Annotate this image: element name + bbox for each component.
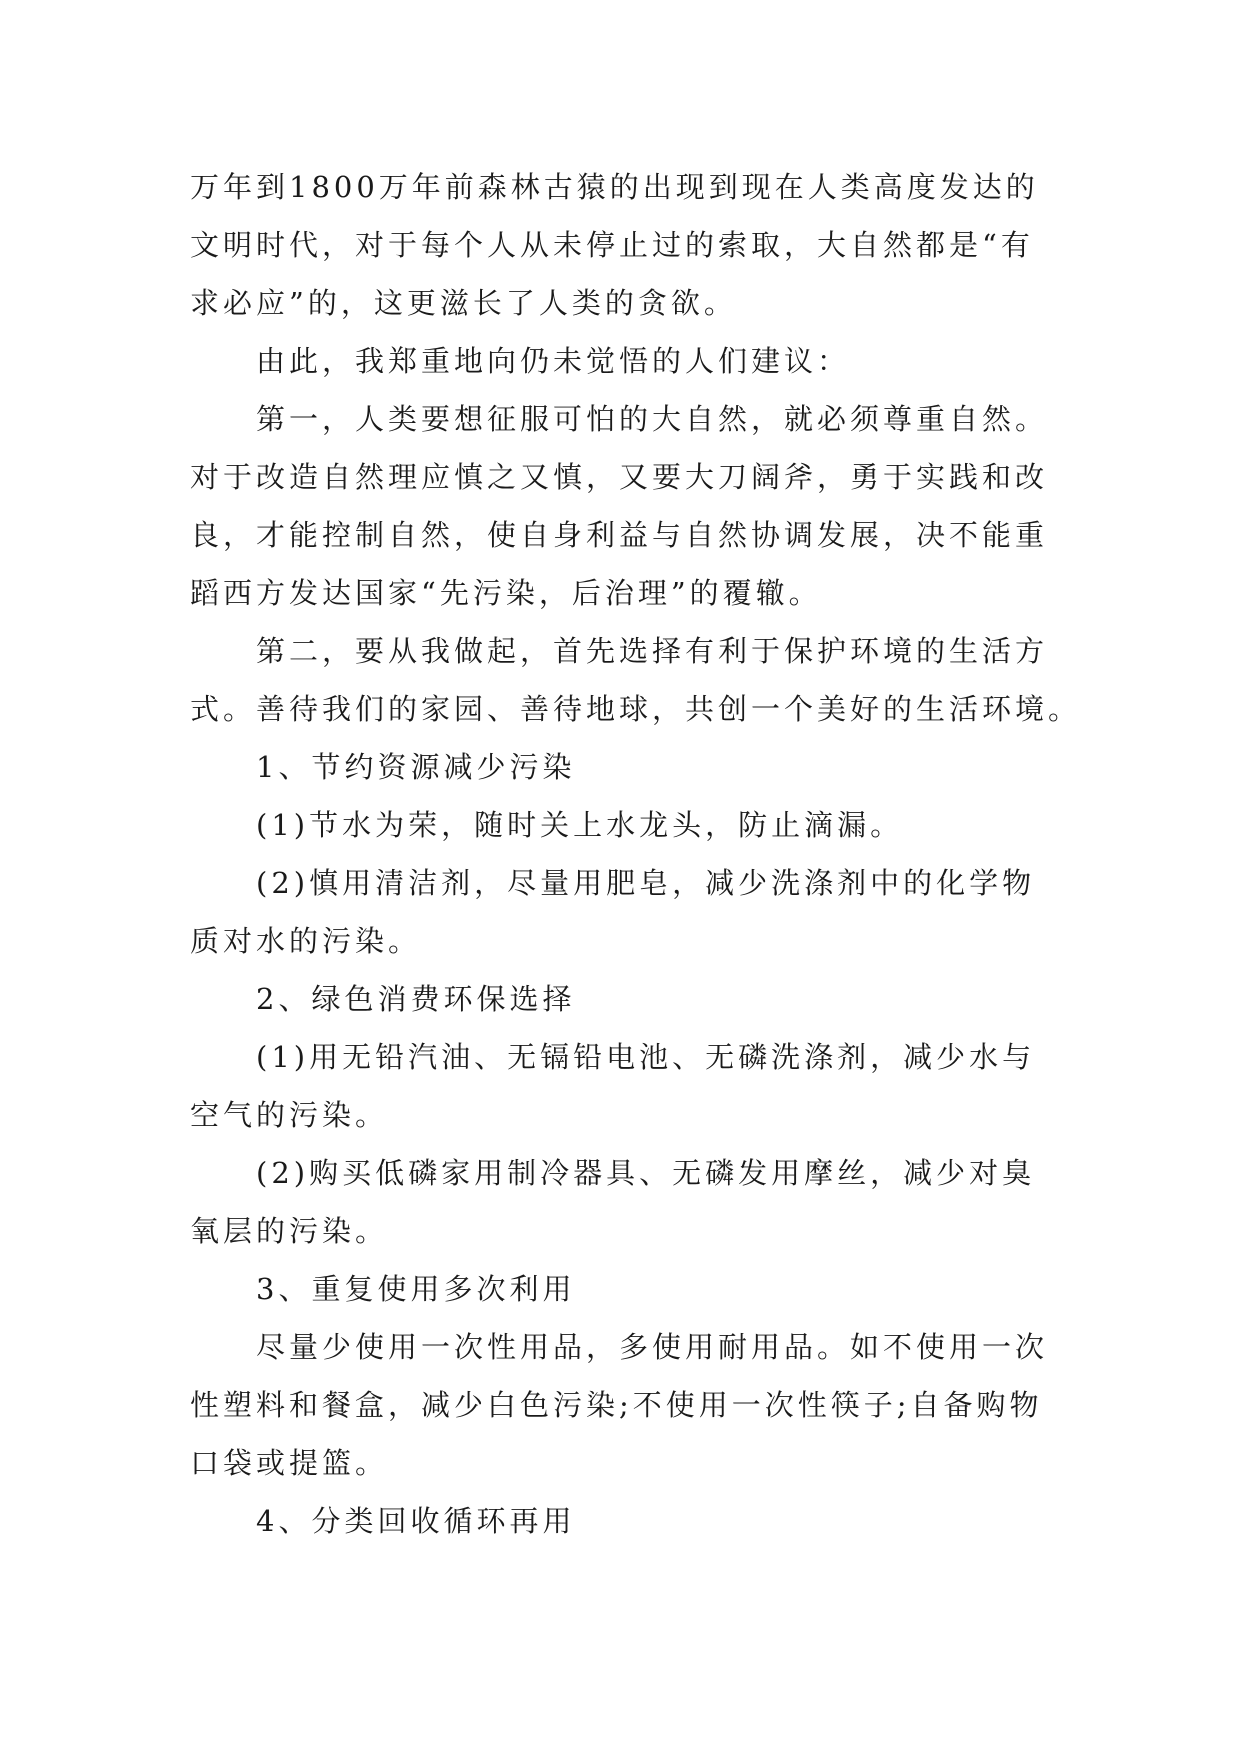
text-line: 蹈西方发达国家“先污染，后治理”的覆辙。 [190, 576, 822, 610]
document-body [190, 158, 1082, 1550]
text-line: 对于改造自然理应慎之又慎，又要大刀阔斧，勇于实践和改 [190, 460, 1049, 494]
text-line: 文明时代，对于每个人从未停止过的索取，大自然都是“有 [190, 228, 1034, 262]
text-line: 式。善待我们的家园、善待地球，共创一个美好的生活环境。 [190, 692, 1082, 726]
text-line: 3、重复使用多次利用 [256, 1272, 576, 1306]
text-line: 尽量少使用一次性用品，多使用耐用品。如不使用一次 [256, 1330, 1049, 1364]
text-line: (1)节水为荣，随时关上水龙头，防止滴漏。 [256, 808, 904, 842]
text-line: 良，才能控制自然，使自身利益与自然协调发展，决不能重 [190, 518, 1049, 552]
text-line: 4、分类回收循环再用 [256, 1504, 576, 1538]
text-line: (1)用无铅汽油、无镉铅电池、无磷洗涤剂，减少水与 [256, 1040, 1036, 1074]
text-line: 万年到1800万年前森林古猿的出现到现在人类高度发达的 [190, 170, 1039, 204]
text-line: 氧层的污染。 [190, 1214, 389, 1248]
text-line: 2、绿色消费环保选择 [256, 982, 576, 1016]
text-line: 空气的污染。 [190, 1098, 389, 1132]
text-line: 口袋或提篮。 [190, 1446, 389, 1480]
text-line: 1、节约资源减少污染 [256, 750, 576, 784]
text-line: (2)购买低磷家用制冷器具、无磷发用摩丝，减少对臭 [256, 1156, 1036, 1190]
text-line: 第二，要从我做起，首先选择有利于保护环境的生活方 [256, 634, 1049, 668]
text-line: (2)慎用清洁剂，尽量用肥皂，减少洗涤剂中的化学物 [256, 866, 1036, 900]
text-line: 由此，我郑重地向仍未觉悟的人们建议： [256, 344, 851, 378]
text-line: 求必应”的，这更滋长了人类的贪欲。 [190, 286, 737, 320]
text-line: 第一，人类要想征服可怕的大自然，就必须尊重自然。 [256, 402, 1049, 436]
text-line: 性塑料和餐盒，减少白色污染;不使用一次性筷子;自备购物 [190, 1388, 1043, 1422]
text-line: 质对水的污染。 [190, 924, 422, 958]
